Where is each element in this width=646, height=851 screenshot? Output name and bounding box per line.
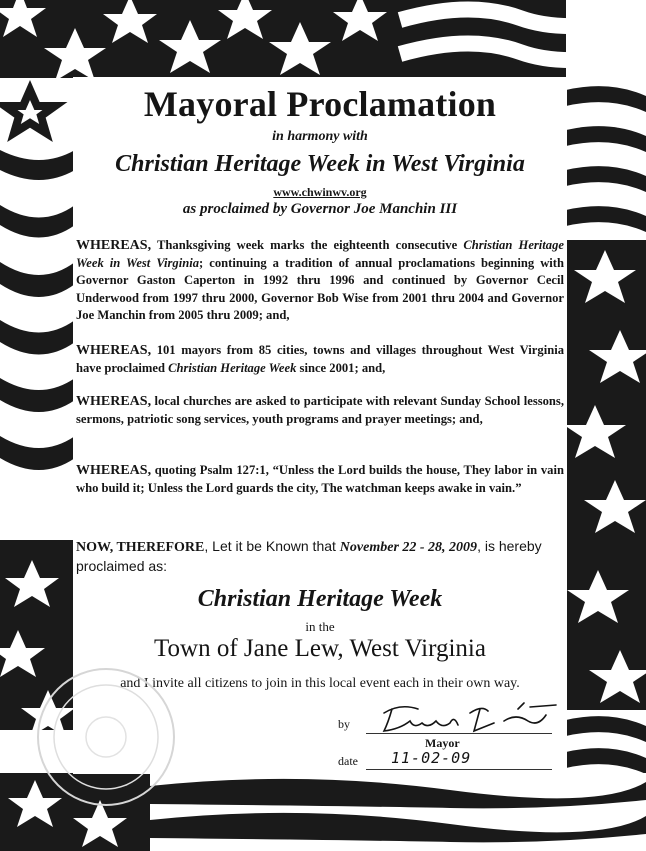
- paragraph-text: Thanksgiving week marks the eighteenth consecutive: [151, 238, 464, 252]
- embossed-seal: [31, 662, 181, 812]
- whereas-lead: WHEREAS,: [76, 463, 152, 478]
- whereas-paragraph-2: [76, 342, 564, 377]
- website-link[interactable]: www.chwinwv.org: [273, 185, 367, 199]
- paragraph-italic-text: Christian Heritage Week: [168, 360, 297, 375]
- event-heading: Christian Heritage Week in West Virginia: [115, 151, 525, 177]
- date-label: date: [338, 754, 358, 768]
- now-therefore-paragraph: [76, 537, 564, 577]
- whereas-lead: WHEREAS,: [76, 343, 152, 358]
- signature-line: [366, 733, 552, 734]
- paragraph-text: 101 mayors from 85 cities, towns and villages throughout West Virginia have proclaimed: [76, 343, 564, 375]
- event-name: Christian Heritage Week: [197, 586, 443, 612]
- invitation-line: and I invite all citizens to join in this local event each in their own way.: [120, 676, 520, 691]
- whereas-lead: WHEREAS,: [76, 394, 152, 409]
- page-title: Mayoral Proclamation: [143, 84, 497, 124]
- in-the-label: in the: [305, 619, 335, 634]
- town-name: Town of Jane Lew, West Virginia: [154, 635, 486, 662]
- whereas-paragraph-1: [76, 237, 564, 325]
- subtitle: in harmony with: [272, 129, 368, 144]
- paragraph-italic-text: Christian Heritage Week in West Virginia: [76, 238, 564, 270]
- proclaimed-by-line: as proclaimed by Governor Joe Manchin III: [182, 201, 458, 217]
- proclamation-dates: November 22 - 28, 2009: [339, 540, 478, 555]
- paragraph-text: local churches are asked to participate with relevant Sunday School lessons, sermons, patriotic song services, youth programs and prayer meetings; and,: [76, 394, 564, 426]
- paragraph-text: since 2001; and,: [296, 360, 386, 375]
- paragraph-text: , is hereby proclaimed as:: [76, 538, 542, 574]
- paragraph-text: , Let it be Known that: [204, 538, 340, 554]
- by-label: by: [338, 717, 350, 731]
- whereas-lead: WHEREAS,: [76, 238, 152, 253]
- paragraph-text: ; continuing a tradition of annual proclamations beginning with Governor Gaston Caperton in 1992 thru 1996 and continued by Governor Cecil Underwood from 1997 thru 2000, Governor Bob Wise from 2001 thru 2004 and Governor Joe Manchin from 2005 thru 2009; and,: [76, 255, 564, 322]
- mayor-signature: [370, 699, 560, 735]
- whereas-paragraph-4: [76, 462, 564, 497]
- mayor-title-label: Mayor: [425, 736, 460, 750]
- paragraph-text: quoting Psalm 127:1, “Unless the Lord builds the house, They labor in vain who build it; Unless the Lord guards the city, The watchman keeps awake in vain.”: [76, 463, 564, 495]
- now-therefore-lead: NOW, THEREFORE: [76, 540, 205, 555]
- whereas-paragraph-3: [76, 393, 564, 428]
- date-line: [366, 769, 552, 770]
- signed-date: 11-02-09: [391, 749, 472, 767]
- proclamation-text-panel: [73, 77, 567, 774]
